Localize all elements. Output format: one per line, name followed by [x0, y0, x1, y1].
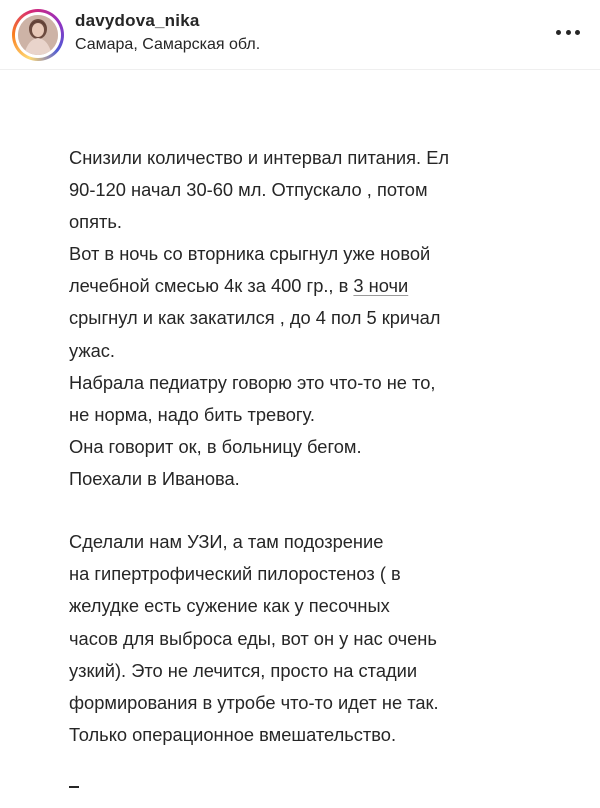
- text-line: формирования в утробе что-то идет не так.: [69, 692, 439, 714]
- more-horizontal-icon[interactable]: [556, 27, 580, 37]
- username[interactable]: davydova_nika: [75, 11, 200, 30]
- text-line: 90-120 начал 30-60 мл. Отпускало , потом: [69, 179, 428, 201]
- avatar-photo: [18, 15, 58, 55]
- text-line: Вот в ночь со вторника срыгнул уже новой: [69, 243, 431, 265]
- text-line: срыгнул и как закатился , до 4 пол 5 кричал: [69, 307, 441, 329]
- avatar-photo-image: [18, 15, 58, 55]
- text-line: узкий). Это не лечится, просто на стадии: [69, 659, 418, 681]
- text-line: Поехали в Иванова.: [69, 467, 240, 489]
- text-line: опять.: [69, 211, 122, 233]
- text-line: Только операционное вмешательство.: [69, 724, 397, 746]
- time-link[interactable]: 3 ночи: [353, 275, 409, 297]
- text-line: желудке есть сужение как у песочных: [69, 595, 390, 617]
- text-line: ужас.: [69, 339, 115, 361]
- text-line: Она говорит ок, в больницу бегом.: [69, 435, 362, 457]
- divider-dash: [69, 786, 79, 788]
- text-line: на гипертрофический пилоростеноз ( в: [69, 563, 401, 585]
- text-line: не норма, надо бить тревогу.: [69, 403, 315, 425]
- text-line: [69, 270, 539, 302]
- text-line: Снизили количество и интервал питания. Ел: [69, 147, 450, 168]
- text-segment: лечебной смесью 4к за 400 гр., в: [69, 275, 354, 297]
- avatar[interactable]: [12, 9, 64, 61]
- text-line: Сделали нам УЗИ, а там подозрение: [69, 531, 384, 552]
- text-line: часов для выброса еды, вот он у нас очень: [69, 627, 437, 649]
- text-line: Набрала педиатру говорю это что-то не то,: [69, 371, 436, 393]
- location-link[interactable]: Самара, Самарская обл.: [75, 36, 261, 53]
- post-paragraph-2: [69, 526, 539, 751]
- post-paragraph-1: [69, 142, 539, 495]
- post-header: [0, 0, 600, 70]
